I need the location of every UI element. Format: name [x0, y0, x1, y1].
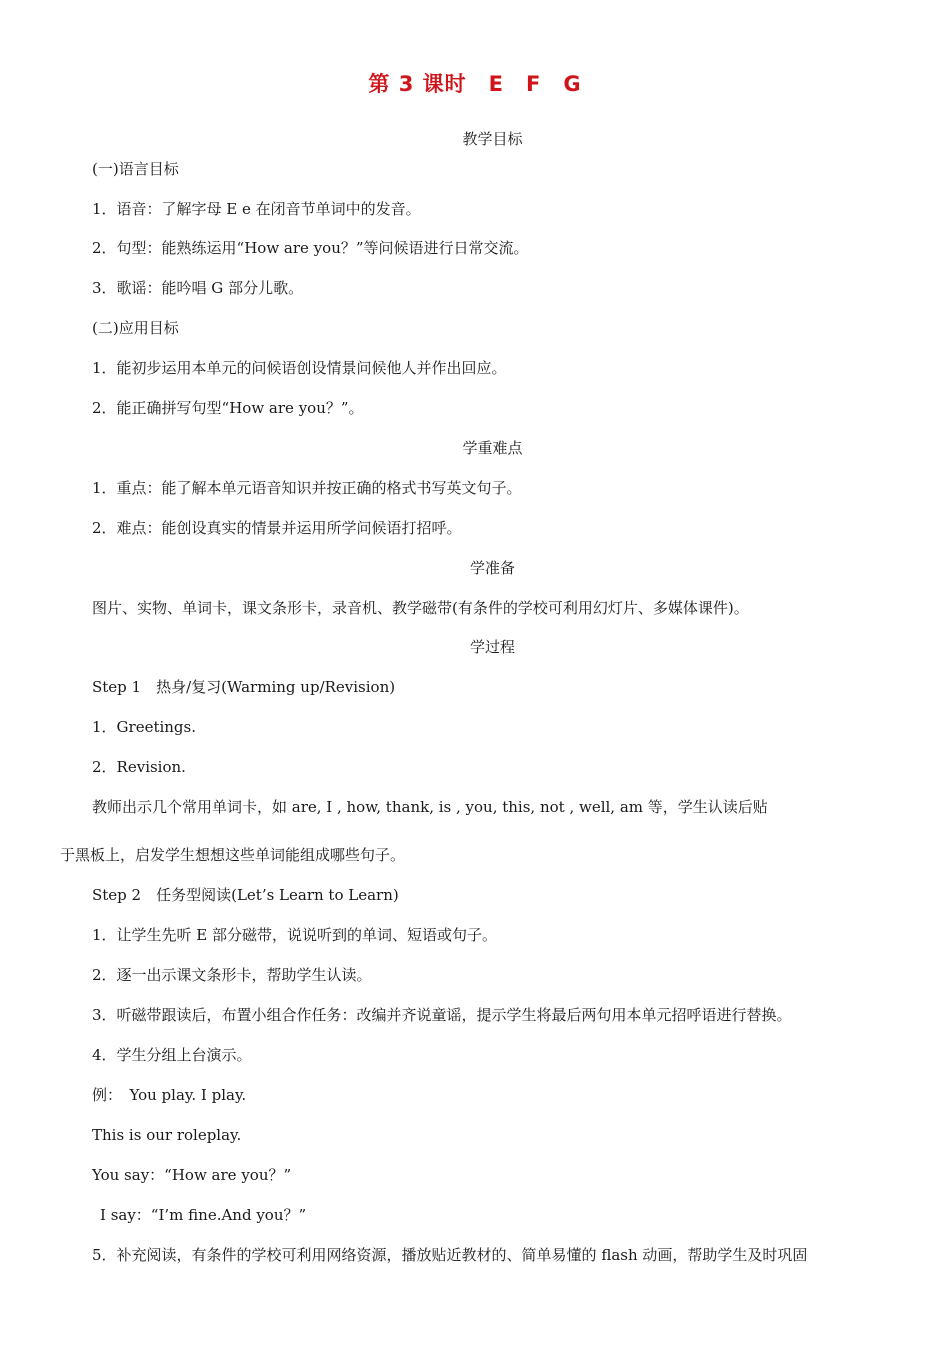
page-title: 第 3 课时 E F G	[368, 72, 582, 96]
text-line: 1．Greetings.	[92, 718, 197, 736]
text-line: 2．句型：能熟练运用“How are you？”等问候语进行日常交流。	[92, 239, 529, 257]
section-heading-key-points: 学重难点	[462, 439, 523, 457]
text-line: 3．听磁带跟读后，布置小组合作任务：改编并齐说童谣，提示学生将最后两句用本单元招呼语进行替换。	[92, 1006, 792, 1024]
step-heading: Step 1 热身/复习(Warming up/Revision)	[92, 678, 396, 696]
text-line: 教师出示几个常用单词卡，如 are, I , how, thank, is , you, this, not , well, am 等，学生认读后贴	[92, 798, 768, 816]
section-heading-process: 学过程	[469, 638, 515, 656]
subheading-language-goals: (一)语言目标	[92, 160, 179, 178]
example-line: This is our roleplay.	[92, 1126, 242, 1144]
text-line: 3．歌谣：能吟唱 G 部分儿歌。	[92, 279, 304, 297]
step-heading: Step 2 任务型阅读(Let’s Learn to Learn)	[92, 886, 399, 904]
example-line: 例： You play. I play.	[92, 1086, 247, 1104]
text-line: 2．逐一出示课文条形卡，帮助学生认读。	[92, 966, 372, 984]
subheading-application-goals: (二)应用目标	[92, 319, 179, 337]
text-line: 2．Revision.	[92, 758, 186, 776]
text-line: 2．能正确拼写句型“How are you？”。	[92, 399, 364, 417]
text-line: 1．能初步运用本单元的问候语创设情景问候他人并作出回应。	[92, 359, 507, 377]
example-line: I say：“I’m fine.And you？”	[100, 1206, 307, 1224]
text-line: 5．补充阅读，有条件的学校可利用网络资源，播放贴近教材的、简单易懂的 flash 动画，帮助学生及时巩固	[92, 1246, 808, 1264]
section-heading-preparation: 学准备	[469, 559, 515, 577]
text-line: 2．难点：能创设真实的情景并运用所学问候语打招呼。	[92, 519, 462, 537]
text-line: 4．学生分组上台演示。	[92, 1046, 252, 1064]
section-heading-objectives: 教学目标	[462, 130, 523, 148]
example-line: You say：“How are you？”	[92, 1166, 292, 1184]
text-line: 图片、实物、单词卡，课文条形卡，录音机、教学磁带(有条件的学校可利用幻灯片、多媒体课件)。	[92, 599, 749, 617]
text-line: 1．重点：能了解本单元语音知识并按正确的格式书写英文句子。	[92, 479, 522, 497]
text-line: 于黑板上，启发学生想想这些单词能组成哪些句子。	[60, 846, 406, 864]
text-line: 1．让学生先听 E 部分磁带，说说听到的单词、短语或句子。	[92, 926, 498, 944]
text-line: 1．语音：了解字母 E e 在闭音节单词中的发音。	[92, 200, 421, 218]
